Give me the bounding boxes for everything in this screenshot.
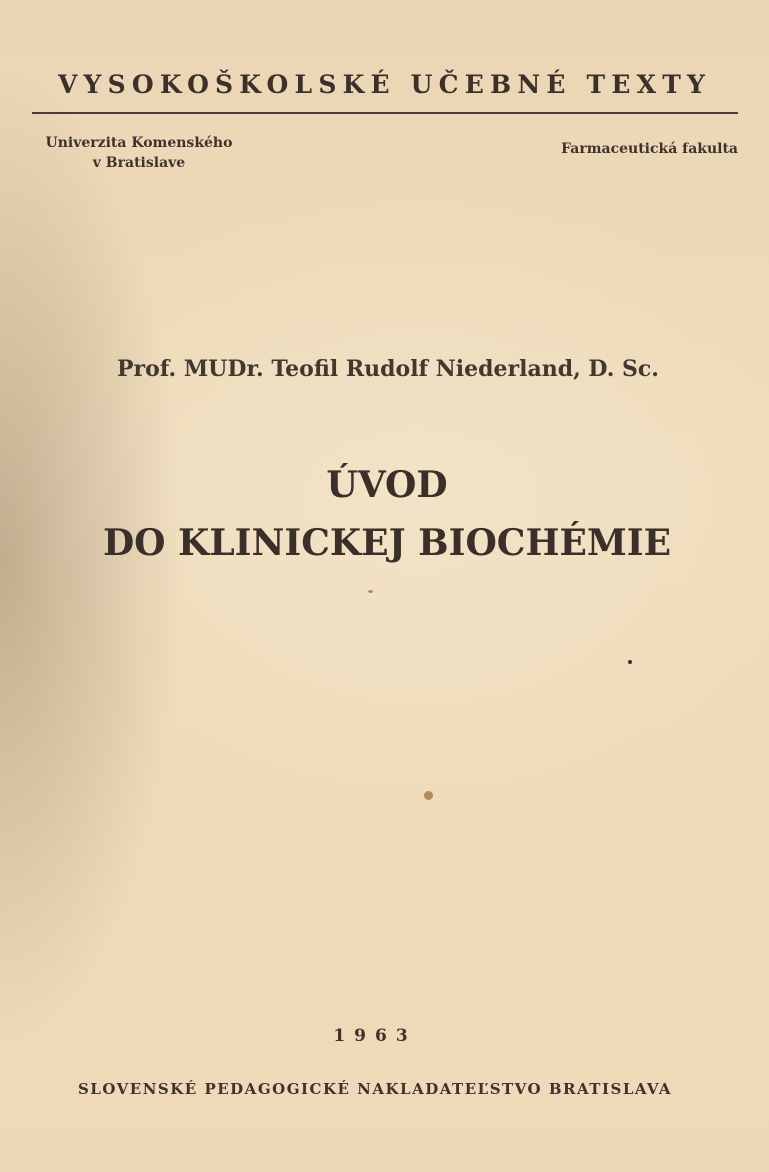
- university-city: v Bratislave: [92, 155, 186, 171]
- book-title-line1: ÚVOD: [326, 464, 448, 506]
- header-rule: [32, 112, 738, 114]
- series-title: VYSOKOŠKOLSKÉ UČEBNÉ TEXTY: [57, 70, 712, 99]
- book-title: [0, 456, 769, 572]
- paper-speck: [368, 590, 373, 593]
- author-name: Prof. MUDr. Teofil Rudolf Niederland, D. Sc.: [117, 356, 659, 382]
- university-block: [33, 133, 245, 173]
- publisher-name: SLOVENSKÉ PEDAGOGICKÉ NAKLADATEĽSTVO BRATISLAVA: [77, 1080, 673, 1098]
- paper-speck: [424, 791, 433, 800]
- university-name: Univerzita Komenského: [45, 135, 233, 151]
- paper-speck: [628, 660, 632, 664]
- faculty-name: Farmaceutická fakulta: [561, 141, 738, 157]
- book-title-line2: DO KLINICKEJ BIOCHÉMIE: [102, 522, 672, 564]
- publication-year: 1963: [333, 1026, 417, 1046]
